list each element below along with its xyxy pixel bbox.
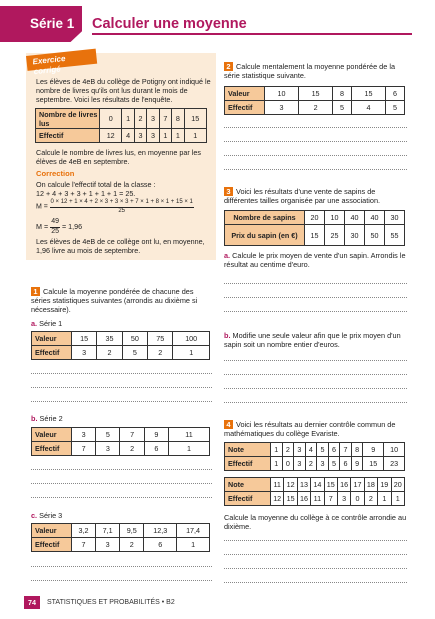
mean-value: = 1,96 (61, 222, 83, 232)
table-cell: 8 (351, 443, 363, 457)
answer-line[interactable] (31, 469, 212, 470)
table-cell: 7 (340, 443, 352, 457)
title-underline (92, 33, 412, 35)
table-cell: 1 (122, 109, 134, 129)
table-cell: 5 (333, 101, 352, 115)
table-cell: 30 (385, 211, 405, 225)
page-title: Calculer une moyenne (92, 16, 247, 32)
table-cell: 9 (351, 457, 363, 471)
table-cell: 0 (100, 109, 122, 129)
exercise-1-number: 1 (31, 287, 40, 296)
table-cell: 20 (391, 478, 404, 492)
question-a-letter: a. (224, 251, 231, 260)
table-cell: 0 (282, 457, 294, 471)
table-cell: 30 (345, 225, 365, 246)
table-cell: 100 (173, 332, 210, 346)
exercise-4-number: 4 (224, 420, 233, 429)
table-cell: 5 (328, 457, 340, 471)
exercise-4-question: Calcule la moyenne du collège à ce contrôle arrondie au dixième. (224, 513, 407, 532)
effectif-label: Effectif (225, 457, 271, 471)
table-cell: 18 (364, 478, 377, 492)
table-cell: 0 (351, 492, 364, 506)
table-cell: 7,1 (96, 524, 120, 538)
table-cell: 40 (345, 211, 365, 225)
exercise-3-number: 3 (224, 187, 233, 196)
table-cell: 11 (271, 478, 284, 492)
footer-chapter: STATISTIQUES ET PROBABILITÉS • B2 (47, 599, 175, 606)
table-cell: 4 (122, 129, 134, 143)
answer-line[interactable] (31, 566, 212, 567)
serie-3-heading (31, 511, 62, 520)
answer-line[interactable] (224, 127, 407, 128)
table-cell: 15 (72, 332, 97, 346)
exercise-3-question-b (224, 331, 409, 349)
serie-1-table (31, 331, 210, 360)
effectif-label: Effectif (225, 492, 271, 506)
serie-3-title: Série 3 (39, 511, 63, 520)
answer-line[interactable] (224, 169, 407, 170)
mean-numerator: 0 × 12 + 1 × 4 + 2 × 3 + 3 × 3 + 7 × 1 + 8 × 1 + 15 × 1 (50, 199, 194, 208)
table-cell: 2 (120, 538, 144, 552)
table-cell: 3 (265, 101, 299, 115)
table-cell: 7 (72, 442, 96, 456)
exercise-2-number: 2 (224, 62, 233, 71)
answer-line[interactable] (224, 311, 407, 312)
exercise-3-statement (224, 187, 409, 205)
effectif-label: Effectif (225, 101, 265, 115)
table-cell: 3 (337, 492, 350, 506)
exercise-2-statement (224, 62, 409, 80)
table-cell: 50 (122, 332, 147, 346)
exercise-2-text: Calcule mentalement la moyenne pondérée de la série statistique suivante. (224, 62, 396, 81)
effectif-label: Effectif (32, 538, 72, 552)
answer-line[interactable] (31, 580, 212, 581)
answer-line[interactable] (31, 387, 212, 388)
table-cell: 6 (328, 443, 340, 457)
answer-line[interactable] (224, 283, 407, 284)
table-cell: 20 (305, 211, 325, 225)
table-cell: 3 (294, 457, 306, 471)
mean-formula (36, 199, 216, 215)
table-cell: 1 (271, 443, 283, 457)
exercise-2-table (224, 86, 405, 115)
table-cell: 1 (378, 492, 391, 506)
table-cell: 40 (365, 211, 385, 225)
table-cell: 6 (340, 457, 352, 471)
correction-label: Correction (36, 169, 75, 178)
serie-3-letter: c. (31, 511, 38, 520)
answer-line[interactable] (31, 497, 212, 498)
books-row1-label: Nombre de livres lus (36, 109, 100, 129)
table-cell: 9,5 (120, 524, 144, 538)
answer-line[interactable] (224, 388, 407, 389)
books-row2-label: Effectif (36, 129, 100, 143)
table-cell: 7 (159, 109, 171, 129)
note-label: Note (225, 478, 271, 492)
table-cell: 7 (120, 428, 144, 442)
exercise-4-table-1 (224, 442, 405, 471)
serie-3-table (31, 523, 210, 552)
table-cell: 2 (120, 442, 144, 456)
table-cell: 15 (324, 478, 337, 492)
table-cell: 11 (168, 428, 209, 442)
mean-denominator-2: 25 (51, 227, 59, 235)
question-b-letter: b. (224, 331, 231, 340)
table-cell: 8 (172, 109, 184, 129)
table-cell: 2 (134, 109, 146, 129)
serie-2-table (31, 427, 210, 456)
table-cell: 10 (325, 211, 345, 225)
table-cell: 4 (305, 443, 317, 457)
exercise-4-statement (224, 420, 409, 438)
table-cell: 3 (147, 109, 159, 129)
corrected-conclusion: Les élèves de 4eB de ce collège ont lu, en moyenne, 1,96 livre au mois de septembre. (36, 237, 205, 255)
mean-label-2: M = (36, 222, 49, 232)
table-cell: 12 (100, 129, 122, 143)
table-cell: 3 (294, 443, 306, 457)
table-cell: 15 (184, 109, 206, 129)
table-cell: 10 (384, 443, 405, 457)
serie-2-heading (31, 414, 63, 423)
valeur-label: Valeur (32, 428, 72, 442)
table-cell: 3 (134, 129, 146, 143)
effectif-label: Effectif (32, 442, 72, 456)
note-label: Note (225, 443, 271, 457)
table-cell: 55 (385, 225, 405, 246)
table-cell: 2 (299, 101, 333, 115)
table-cell: 12 (284, 478, 297, 492)
table-cell: 5 (96, 428, 120, 442)
table-cell: 3 (72, 428, 96, 442)
table-cell: 3 (147, 129, 159, 143)
answer-line[interactable] (224, 141, 407, 142)
correction-line1: On calcule l'effectif total de la classe : (36, 180, 156, 189)
serie-1-heading (31, 319, 62, 328)
question-b-text: Modifie une seule valeur afin que le prix moyen d'un sapin soit un nombre entier d'euros. (224, 331, 401, 350)
table-cell: 15 (284, 492, 297, 506)
table-cell: 8 (333, 87, 352, 101)
mean-result (36, 218, 212, 237)
table-cell: 16 (297, 492, 310, 506)
table-cell: 1 (159, 129, 171, 143)
sapins-row2-label: Prix du sapin (en €) (225, 225, 305, 246)
answer-line[interactable] (224, 402, 407, 403)
answer-line[interactable] (31, 401, 212, 402)
table-cell: 15 (299, 87, 333, 101)
table-cell: 12 (271, 492, 284, 506)
table-cell: 6 (386, 87, 405, 101)
answer-line[interactable] (224, 360, 407, 361)
mean-numerator-2: 49 (50, 218, 60, 228)
table-cell: 1 (177, 538, 210, 552)
table-cell: 19 (378, 478, 391, 492)
mean-fraction (50, 199, 194, 215)
table-cell: 3 (317, 457, 329, 471)
table-cell: 2 (364, 492, 377, 506)
table-cell: 2 (148, 346, 173, 360)
table-cell: 17,4 (177, 524, 210, 538)
table-cell: 3 (96, 442, 120, 456)
table-cell: 23 (384, 457, 405, 471)
exercise-1-statement (31, 287, 214, 314)
mean-label: M = (36, 203, 48, 211)
exercise-3-table (224, 210, 405, 246)
table-cell: 15 (305, 225, 325, 246)
table-cell: 3 (72, 346, 97, 360)
table-cell: 50 (365, 225, 385, 246)
table-cell: 14 (311, 478, 324, 492)
table-cell: 1 (271, 457, 283, 471)
answer-line[interactable] (31, 373, 212, 374)
table-cell: 15 (352, 87, 386, 101)
table-cell: 16 (337, 478, 350, 492)
corrected-exercise-badge: Exercice corrigé (26, 49, 97, 71)
serie-1-letter: a. (31, 319, 38, 328)
table-cell: 35 (97, 332, 122, 346)
table-cell: 9 (363, 443, 384, 457)
table-cell: 7 (324, 492, 337, 506)
table-cell: 13 (297, 478, 310, 492)
table-cell: 1 (184, 129, 206, 143)
table-cell: 7 (72, 538, 96, 552)
table-cell: 5 (386, 101, 405, 115)
serie-1-title: Série 1 (39, 319, 63, 328)
table-cell: 2 (305, 457, 317, 471)
valeur-label: Valeur (225, 87, 265, 101)
table-cell: 25 (325, 225, 345, 246)
table-cell: 12,3 (144, 524, 177, 538)
answer-line[interactable] (224, 297, 407, 298)
serie-2-title: Série 2 (39, 414, 63, 423)
question-a-text: Calcule le prix moyen de vente d'un sapin. Arrondis le résultat au centime d'euro. (224, 251, 406, 270)
answer-line[interactable] (224, 374, 407, 375)
answer-line[interactable] (224, 155, 407, 156)
table-cell: 15 (363, 457, 384, 471)
answer-line[interactable] (224, 540, 407, 541)
page-header (0, 0, 435, 44)
table-cell: 10 (265, 87, 299, 101)
table-cell: 5 (122, 346, 147, 360)
answer-line[interactable] (224, 568, 407, 569)
table-cell: 1 (168, 442, 209, 456)
serie-2-letter: b. (31, 414, 38, 423)
exercise-4-table-2 (224, 477, 405, 506)
valeur-label: Valeur (32, 332, 72, 346)
exercise-3-question-a (224, 251, 409, 269)
answer-line[interactable] (31, 483, 212, 484)
correction-line2: 12 + 4 + 3 + 3 + 1 + 1 + 1 = 25. (36, 189, 136, 198)
effectif-label: Effectif (32, 346, 72, 360)
table-cell: 75 (148, 332, 173, 346)
table-cell: 11 (311, 492, 324, 506)
exercise-3-text: Voici les résultats d'une vente de sapins de différentes tailles organisée par une association. (224, 187, 381, 206)
valeur-label: Valeur (32, 524, 72, 538)
serie-label: Série 1 (30, 16, 75, 31)
exercise-4-text: Voici les résultats au dernier contrôle commun de mathématiques du collège Evariste. (224, 420, 396, 439)
table-cell: 1 (173, 346, 210, 360)
books-table (35, 108, 207, 143)
answer-line[interactable] (224, 554, 407, 555)
table-cell: 1 (172, 129, 184, 143)
corrected-intro: Les élèves de 4eB du collège de Potigny ont indiqué le nombre de livres qu'ils ont lus durant le mois de septembre. Voici les résultats de l'enquête. (36, 77, 211, 104)
mean-fraction-2 (50, 218, 60, 237)
table-cell: 3 (96, 538, 120, 552)
table-cell: 2 (282, 443, 294, 457)
page-number: 74 (24, 596, 40, 609)
table-cell: 3,2 (72, 524, 96, 538)
table-cell: 6 (144, 538, 177, 552)
corrected-question: Calcule le nombre de livres lus, en moyenne par les élèves de 4eB en septembre. (36, 148, 201, 166)
table-cell: 9 (144, 428, 168, 442)
table-cell: 4 (352, 101, 386, 115)
table-cell: 6 (144, 442, 168, 456)
table-cell: 5 (317, 443, 329, 457)
sapins-row1-label: Nombre de sapins (225, 211, 305, 225)
answer-line[interactable] (224, 582, 407, 583)
exercise-1-text: Calcule la moyenne pondérée de chacune des séries statistiques suivantes (arrondis au dixième si nécessaire). (31, 287, 198, 315)
table-cell: 17 (351, 478, 364, 492)
mean-denominator: 25 (118, 207, 126, 214)
table-cell: 1 (391, 492, 404, 506)
table-cell: 2 (97, 346, 122, 360)
